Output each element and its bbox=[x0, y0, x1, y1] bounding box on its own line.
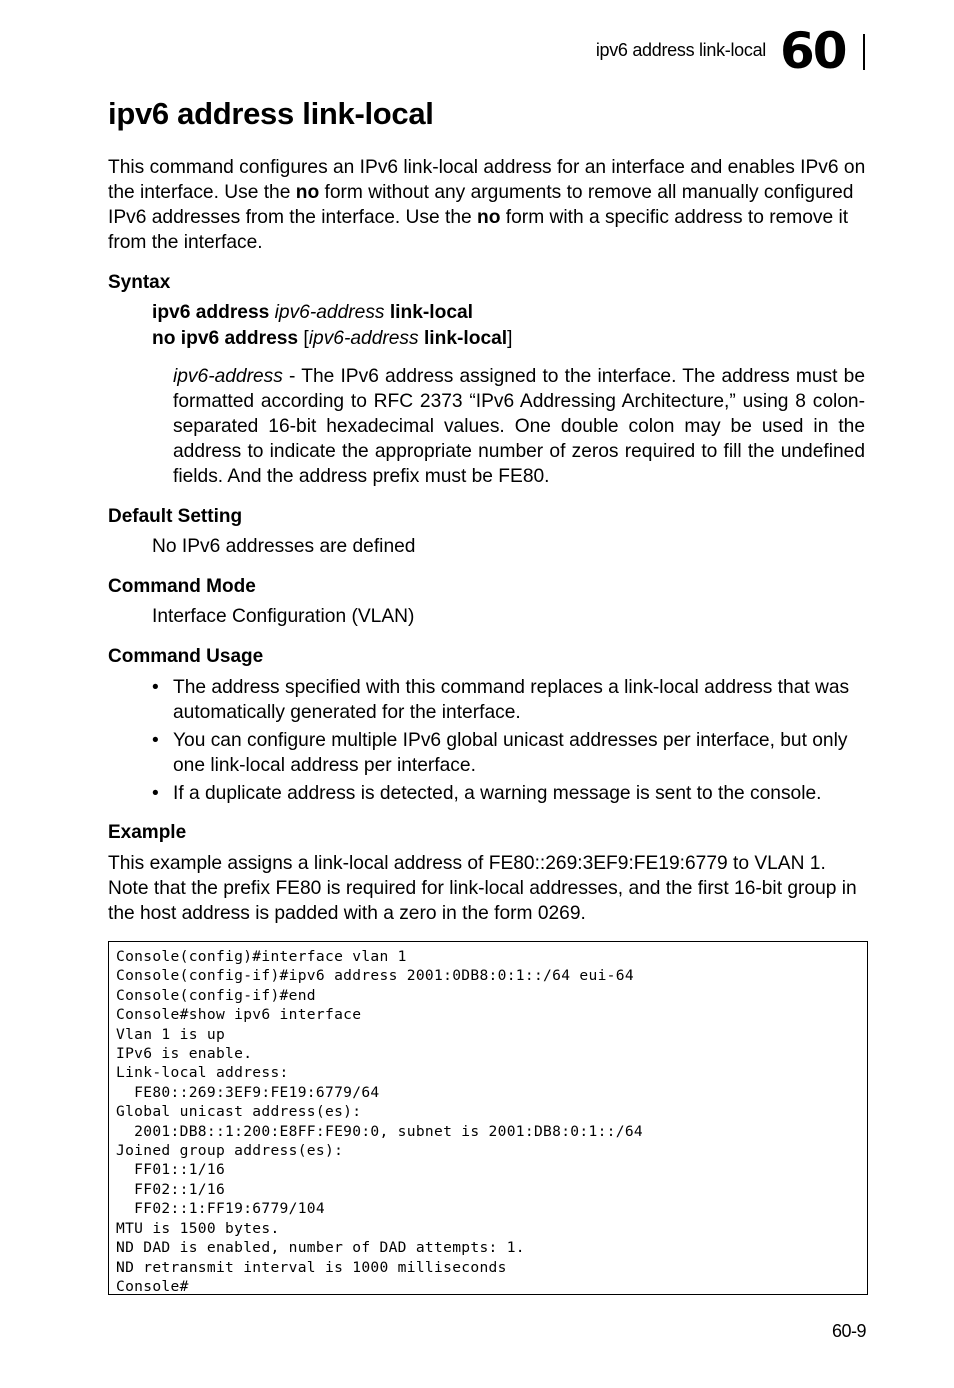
default-setting-heading: Default Setting bbox=[108, 506, 243, 527]
header-rule bbox=[863, 34, 865, 70]
console-output-box bbox=[108, 941, 868, 1295]
default-setting-text: No IPv6 addresses are defined bbox=[152, 536, 416, 557]
page-number: 60-9 bbox=[831, 1321, 866, 1341]
console-output: Console(config)#interface vlan 1 Console(config-if)#ipv6 address 2001:0DB8:0:1::/64 eui-64 Console(config-if)#end Console#show ipv6 interface Vlan 1 is up IPv6 is enable. Link-local address: FE80::269:3EF9:FE19:6779/64 Global unicast address(es): 2001:DB8::1:200:E8FF:FE90:0, subnet is 2001:DB8:0:1::/64 Joined group address(es): FF01::1/16 FF02::1/16 FF02::1:FF19:6779/104 MTU is 1500 bytes. ND DAD is enabled, number of DAD attempts: 1. ND retransmit interval is 1000 milliseconds Console# bbox=[116, 948, 643, 1295]
command-usage-heading: Command Usage bbox=[108, 646, 264, 667]
bullet-glyph: • bbox=[152, 783, 159, 804]
list-item: • You can configure multiple IPv6 global unicast addresses per interface, but only one link-local address per interface. bbox=[152, 730, 848, 776]
bullet-glyph: • bbox=[152, 730, 159, 751]
list-item: • If a duplicate address is detected, a warning message is sent to the console. bbox=[152, 783, 822, 804]
command-mode-heading: Command Mode bbox=[108, 576, 256, 597]
command-mode-text: Interface Configuration (VLAN) bbox=[152, 606, 415, 627]
list-item: • The address specified with this command replaces a link-local address that was automatically generated for the interface. bbox=[152, 677, 850, 723]
command-usage-list bbox=[152, 675, 868, 809]
chapter-number: 60 bbox=[780, 22, 846, 80]
example-paragraph: This example assigns a link-local address of FE80::269:3EF9:FE19:6779 to VLAN 1. Note that the prefix FE80 is required for link-local addresses, and the first 16-bit group in the host address is padded with a zero in the form 0269. bbox=[108, 853, 857, 924]
running-header-title: ipv6 address link-local bbox=[595, 40, 766, 60]
page-title: ipv6 address link-local bbox=[108, 96, 434, 131]
bullet-glyph: • bbox=[152, 677, 159, 698]
parameter-description: ipv6-address - The IPv6 address assigned to the interface. The address must be formatted according to RFC 2373 “IPv6 Addressing Architecture,” using 8 colon-separated 16-bit hexadecimal values. One double colon may be used in the address to indicate the appropriate number of zeros required to fill the undefined fields. And the address prefix must be FE80. bbox=[173, 366, 865, 487]
syntax-line-1: ipv6 address ipv6-address link-local bbox=[152, 302, 474, 323]
syntax-line-2: no ipv6 address [ipv6-address link-local] bbox=[152, 328, 513, 349]
example-heading: Example bbox=[108, 822, 187, 843]
syntax-heading: Syntax bbox=[108, 272, 171, 293]
intro-paragraph: This command configures an IPv6 link-local address for an interface and enables IPv6 on the interface. Use the no form without any arguments to remove all manually configured IPv6 addresses from the interface. Use the no form with a specific address to remove it from the interface. bbox=[108, 157, 866, 253]
